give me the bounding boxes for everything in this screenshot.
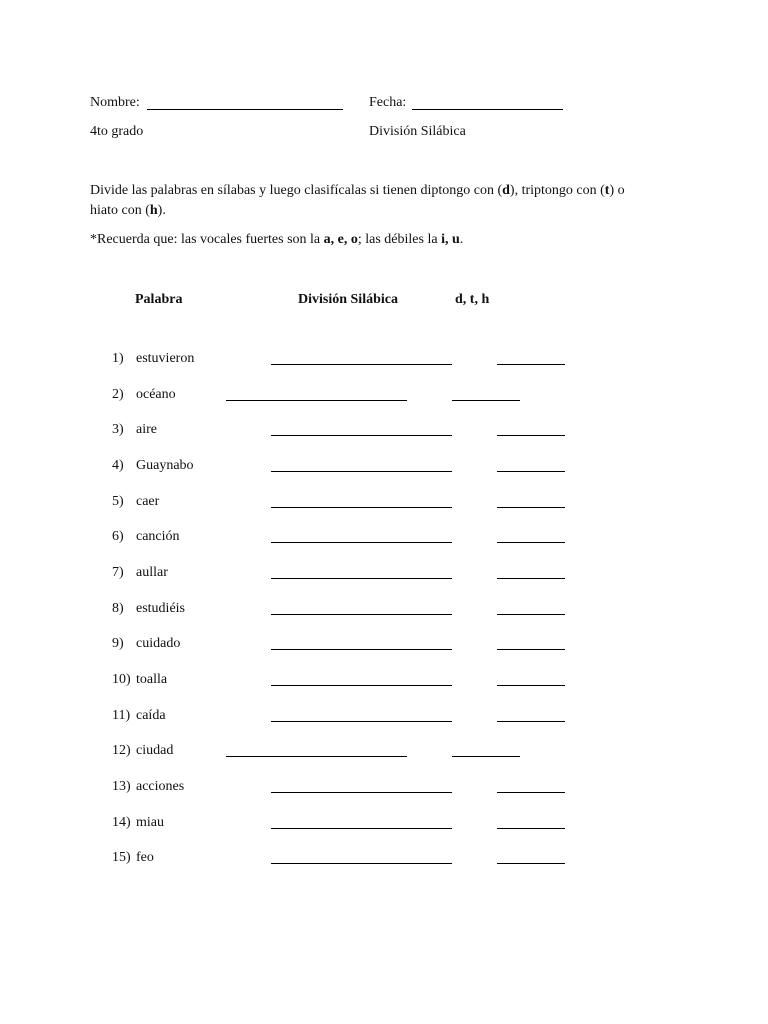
syllable-division-answer-line[interactable] xyxy=(271,863,452,864)
reminder-text: *Recuerda que: las vocales fuertes son la xyxy=(90,232,324,247)
syllable-division-answer-line[interactable] xyxy=(271,435,452,436)
instructions-text: ). xyxy=(157,203,166,218)
item-word: feo xyxy=(136,850,154,865)
item-number: 4) xyxy=(112,458,124,473)
instructions-line-1 xyxy=(90,182,625,200)
item-number: 11) xyxy=(112,708,131,723)
strong-vowels: a, e, o xyxy=(323,232,358,247)
item-word: estuvieron xyxy=(136,351,195,366)
instructions-text: Divide las palabras en sílabas y luego clasifícalas si tienen diptongo con ( xyxy=(90,183,503,198)
item-number: 15) xyxy=(112,850,131,865)
classification-answer-line[interactable] xyxy=(497,542,565,543)
syllable-division-answer-line[interactable] xyxy=(271,685,452,686)
column-header-division: División Silábica xyxy=(298,292,398,307)
classification-answer-line[interactable] xyxy=(497,364,565,365)
date-label: Fecha: xyxy=(369,95,407,110)
classification-answer-line[interactable] xyxy=(497,649,565,650)
item-word: estudiéis xyxy=(136,601,185,616)
item-number: 14) xyxy=(112,815,131,830)
name-label: Nombre: xyxy=(90,95,140,110)
syllable-division-answer-line[interactable] xyxy=(271,507,452,508)
weak-vowels: i, u xyxy=(441,232,460,247)
syllable-division-answer-line[interactable] xyxy=(271,364,452,365)
triphthong-code: t xyxy=(604,183,610,198)
column-header-type: d, t, h xyxy=(455,292,490,307)
instructions-text: ) o xyxy=(609,183,625,198)
item-word: caer xyxy=(136,494,160,509)
item-word: aire xyxy=(136,422,157,437)
item-word: canción xyxy=(136,529,180,544)
syllable-division-answer-line[interactable] xyxy=(271,828,452,829)
item-word: caída xyxy=(136,708,166,723)
hiatus-code: h xyxy=(149,203,158,218)
classification-answer-line[interactable] xyxy=(497,792,565,793)
diphthong-code: d xyxy=(502,183,510,198)
item-word: ciudad xyxy=(136,743,174,758)
classification-answer-line[interactable] xyxy=(497,471,565,472)
instructions-text: ), triptongo con ( xyxy=(509,183,605,198)
classification-answer-line[interactable] xyxy=(497,435,565,436)
item-number: 7) xyxy=(112,565,124,580)
syllable-division-answer-line[interactable] xyxy=(271,721,452,722)
classification-answer-line[interactable] xyxy=(452,756,520,757)
syllable-division-answer-line[interactable] xyxy=(271,649,452,650)
reminder-line xyxy=(90,231,463,249)
item-word: toalla xyxy=(136,672,168,687)
item-number: 12) xyxy=(112,743,131,758)
classification-answer-line[interactable] xyxy=(497,507,565,508)
item-number: 2) xyxy=(112,387,124,402)
item-word: aullar xyxy=(136,565,168,580)
syllable-division-answer-line[interactable] xyxy=(226,400,407,401)
item-number: 13) xyxy=(112,779,131,794)
item-number: 10) xyxy=(112,672,131,687)
classification-answer-line[interactable] xyxy=(497,828,565,829)
classification-answer-line[interactable] xyxy=(497,578,565,579)
classification-answer-line[interactable] xyxy=(452,400,520,401)
item-number: 5) xyxy=(112,494,124,509)
classification-answer-line[interactable] xyxy=(497,863,565,864)
item-word: acciones xyxy=(136,779,185,794)
syllable-division-answer-line[interactable] xyxy=(271,792,452,793)
syllable-division-answer-line[interactable] xyxy=(271,614,452,615)
classification-answer-line[interactable] xyxy=(497,614,565,615)
item-number: 1) xyxy=(112,351,124,366)
worksheet-title: División Silábica xyxy=(369,124,466,139)
date-field-line[interactable] xyxy=(412,109,563,110)
syllable-division-answer-line[interactable] xyxy=(271,578,452,579)
instructions-line-2 xyxy=(90,202,166,220)
syllable-division-answer-line[interactable] xyxy=(226,756,407,757)
item-word: miau xyxy=(136,815,164,830)
grade-text: 4to grado xyxy=(90,124,144,139)
classification-answer-line[interactable] xyxy=(497,685,565,686)
syllable-division-answer-line[interactable] xyxy=(271,542,452,543)
syllable-division-answer-line[interactable] xyxy=(271,471,452,472)
classification-answer-line[interactable] xyxy=(497,721,565,722)
item-number: 3) xyxy=(112,422,124,437)
item-number: 9) xyxy=(112,636,124,651)
item-number: 8) xyxy=(112,601,124,616)
item-word: océano xyxy=(136,387,176,402)
name-field-line[interactable] xyxy=(147,109,343,110)
item-number: 6) xyxy=(112,529,124,544)
reminder-text: . xyxy=(459,232,464,247)
item-word: cuidado xyxy=(136,636,181,651)
column-header-word: Palabra xyxy=(135,292,183,307)
instructions-text: hiato con ( xyxy=(90,203,150,218)
reminder-text: ; las débiles la xyxy=(357,232,442,247)
item-word: Guaynabo xyxy=(136,458,194,473)
